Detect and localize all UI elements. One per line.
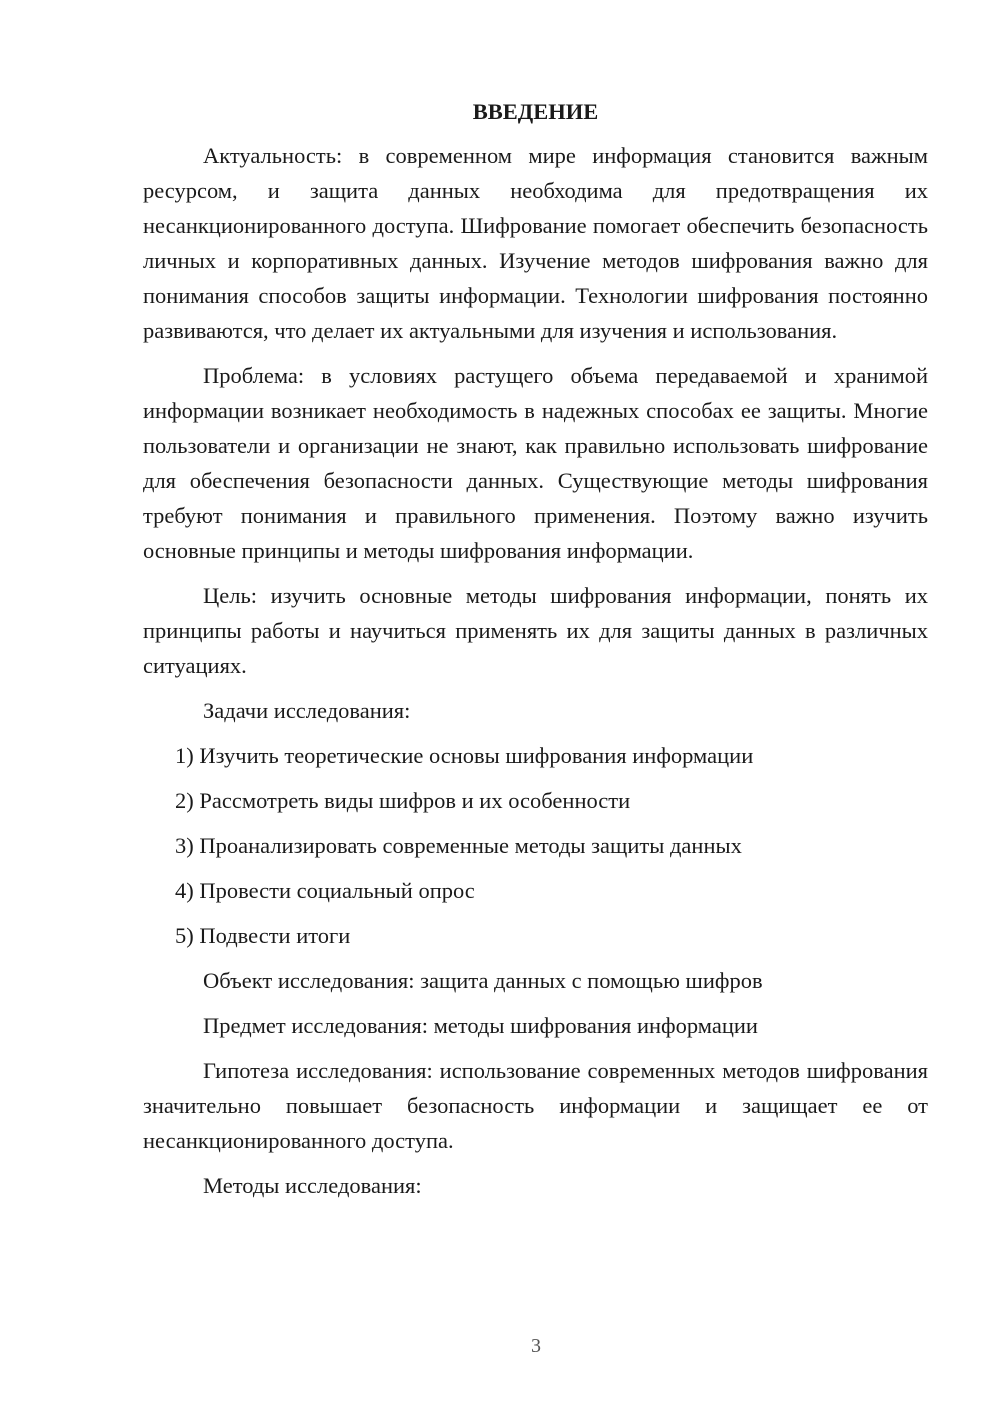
hypothesis-paragraph: Гипотеза исследования: использование современных методов шифрования значительно повышает безопасность информации и защищает ее от несанкционированного доступа. xyxy=(143,1058,928,1153)
page-title: ВВЕДЕНИЕ xyxy=(472,99,599,124)
list-item: 5) Подвести итоги xyxy=(175,923,351,948)
tasks-heading: Задачи исследования: xyxy=(203,698,411,723)
list-item: 3) Проанализировать современные методы защиты данных xyxy=(175,833,742,858)
tasks-list xyxy=(143,738,928,953)
document-page xyxy=(143,96,928,1213)
list-item: 1) Изучить теоретические основы шифрования информации xyxy=(175,743,754,768)
relevance-paragraph: Актуальность: в современном мире информация становится важным ресурсом, и защита данных необходима для предотвращения их несанкционированного доступа. Шифрование помогает обеспечить безопасность личных и корпоративных данных. Изучение методов шифрования важно для понимания способов защиты информации. Технологии шифрования постоянно развиваются, что делает их актуальными для изучения и использования. xyxy=(143,143,928,343)
goal-paragraph: Цель: изучить основные методы шифрования информации, понять их принципы работы и научиться применять их для защиты данных в различных ситуациях. xyxy=(143,583,928,678)
problem-paragraph: Проблема: в условиях растущего объема передаваемой и хранимой информации возникает необходимость в надежных способах ее защиты. Многие пользователи и организации не знают, как правильно использовать шифрование для обеспечения безопасности данных. Существующие методы шифрования требуют понимания и правильного применения. Поэтому важно изучить основные принципы и методы шифрования информации. xyxy=(143,363,928,563)
page-number: 3 xyxy=(531,1335,541,1357)
list-item: 4) Провести социальный опрос xyxy=(175,878,475,903)
subject-paragraph: Предмет исследования: методы шифрования информации xyxy=(203,1013,758,1038)
methods-heading: Методы исследования: xyxy=(203,1173,422,1198)
list-item: 2) Рассмотреть виды шифров и их особенности xyxy=(175,788,631,813)
object-paragraph: Объект исследования: защита данных с помощью шифров xyxy=(203,968,763,993)
